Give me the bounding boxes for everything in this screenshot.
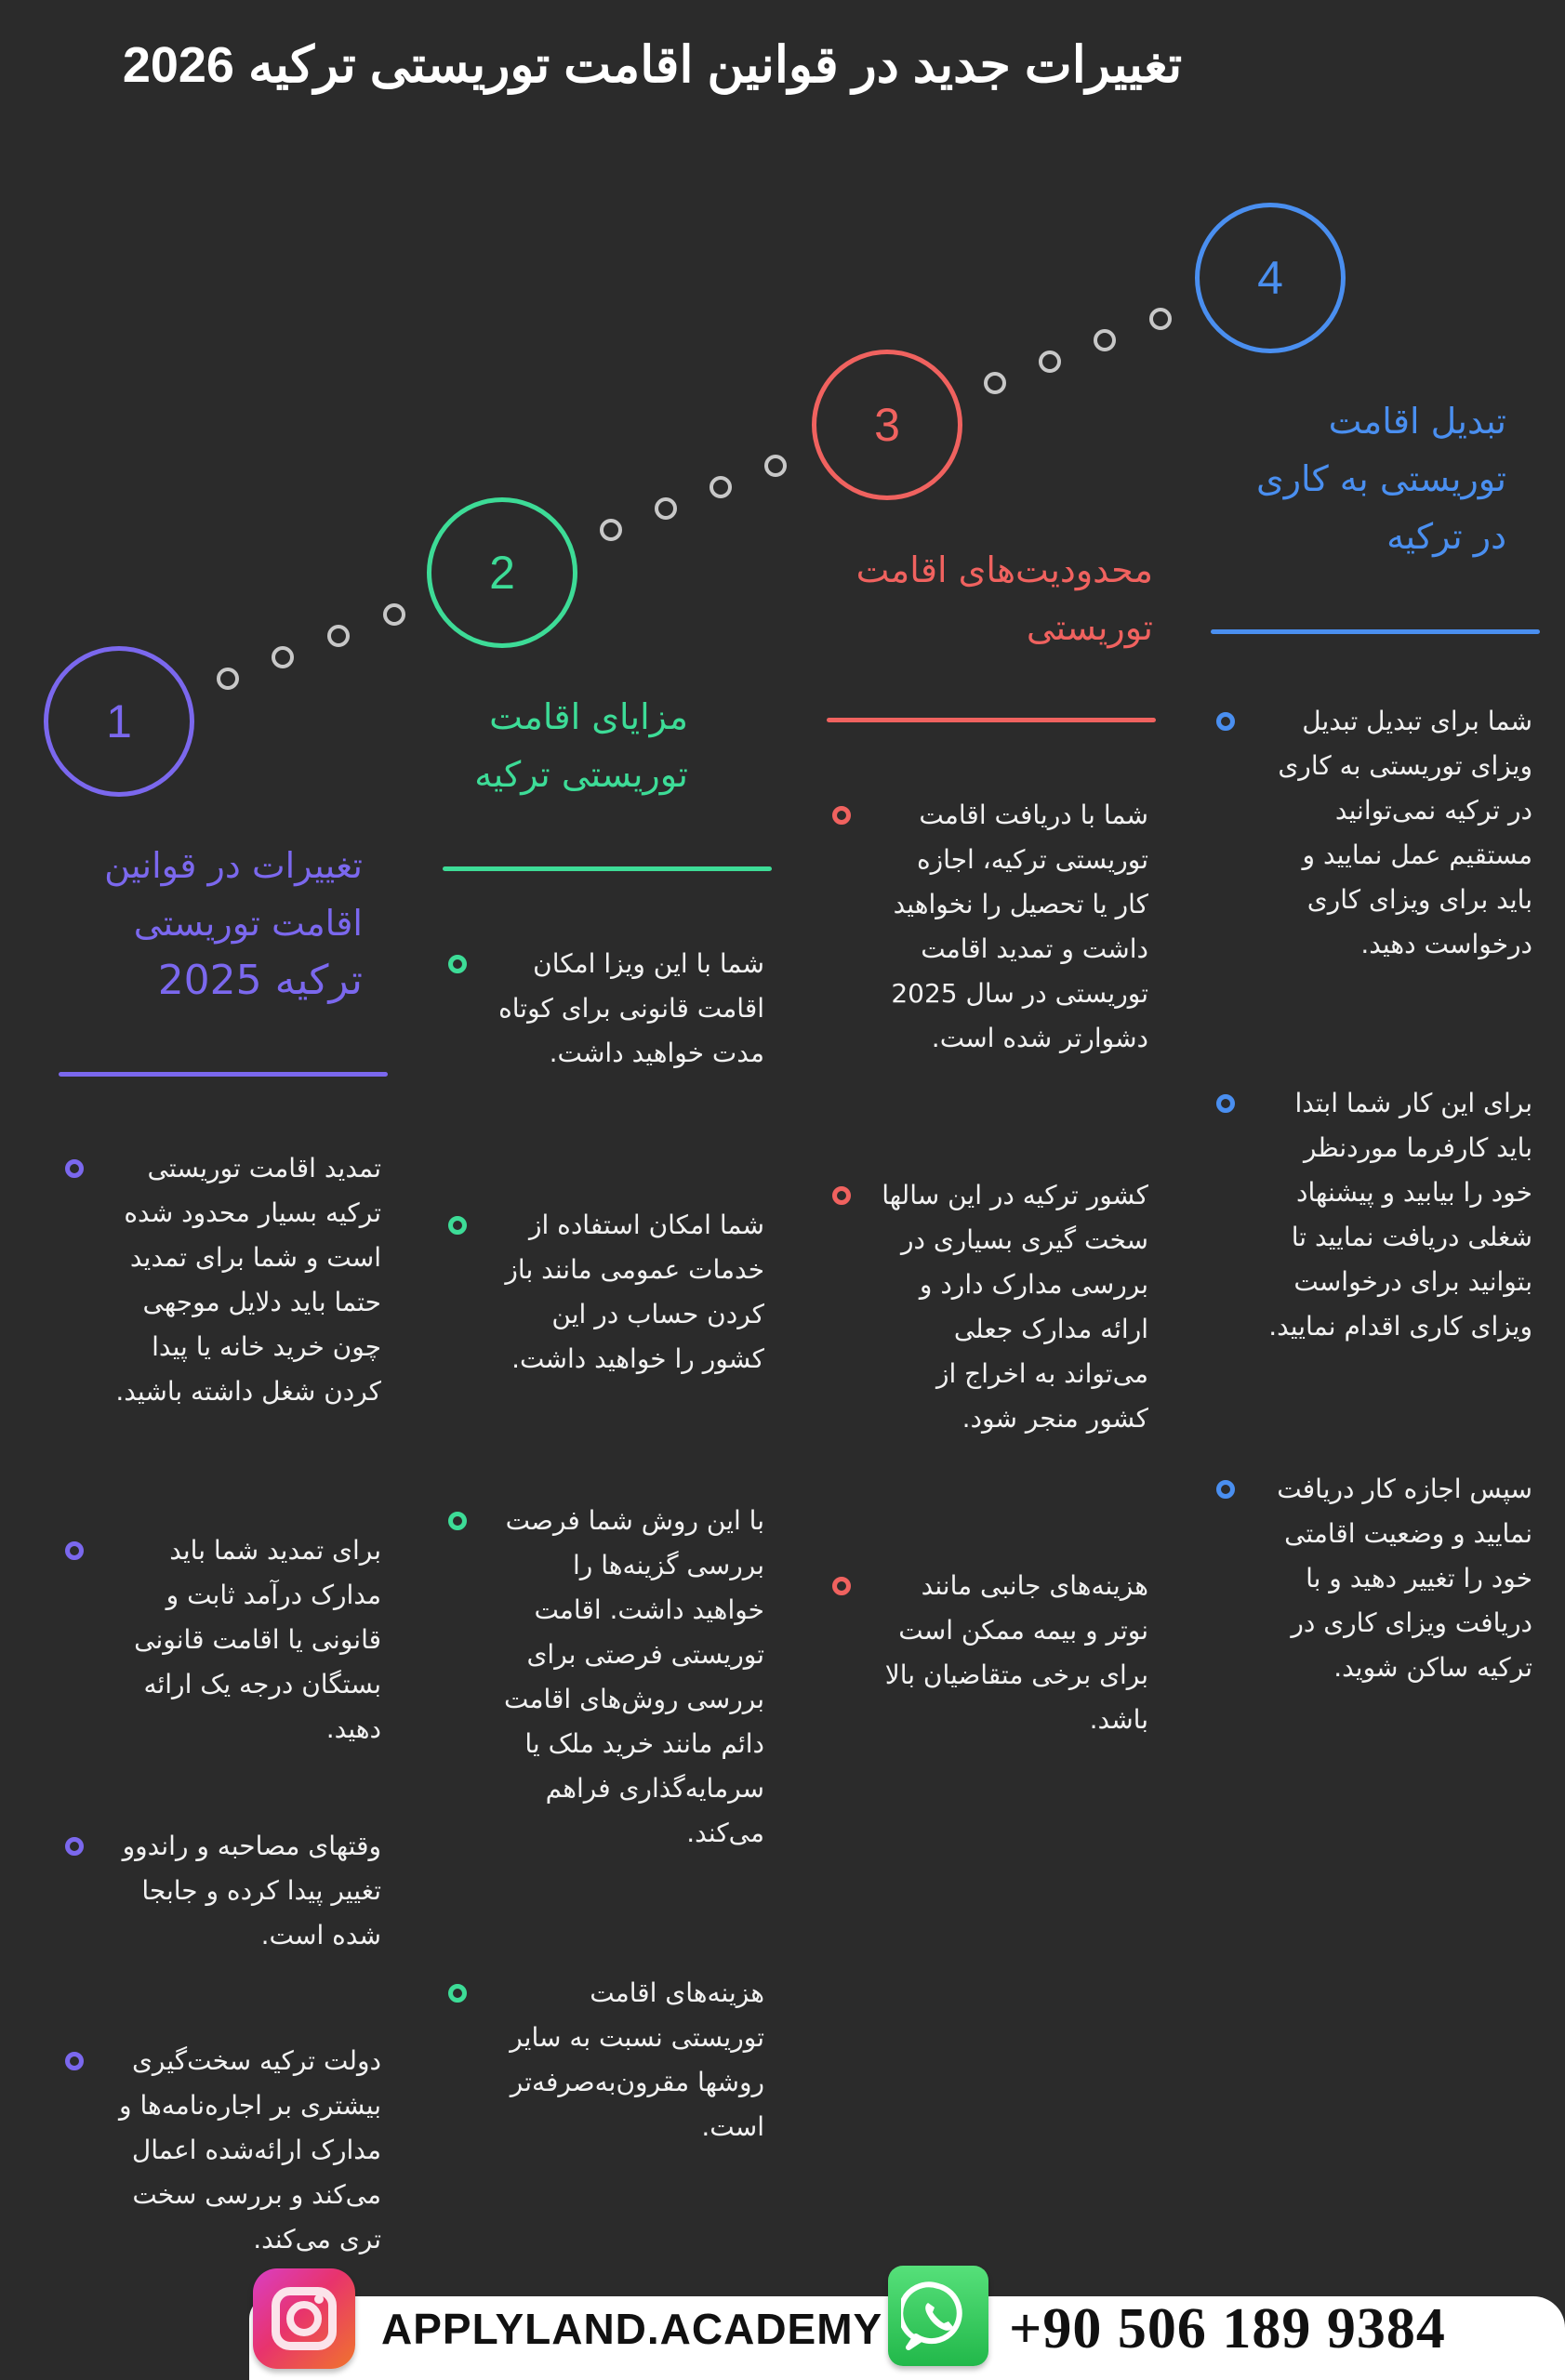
heading-line: محدودیت‌های اقامت [855,549,1153,590]
heading-line: اقامت توریستی [133,903,363,944]
step-number: 3 [874,399,900,451]
heading-line: تغییرات در قوانین [104,845,363,886]
heading-line: در ترکیه [1386,516,1506,557]
step-heading [1209,392,1506,565]
dot-icon [1094,329,1116,351]
list-item: شما با این ویزا امکان اقامت قانونی برای کوتاه مدت خواهید داشت. [448,942,764,1076]
bullet-ring-icon [448,1984,467,2003]
step-heading [446,688,688,803]
step-number-badge [1195,203,1346,353]
list-item: برای تمدید شما باید مدارک درآمد ثابت و قانونی یا اقامت قانونی بستگان درجه یک ارائه دهید. [65,1528,381,1752]
dot-icon [1149,308,1172,330]
list-item: شما با دریافت اقامت توریستی ترکیه، اجازه کار یا تحصیل را نخواهید داشت و تمدید اقامت توریستی در سال 2025 دشوارتر شده است. [832,793,1148,1061]
instagram-handle-link[interactable]: APPLYLAND.ACADEMY [381,2305,883,2353]
list-item: هزینه‌های اقامت توریستی نسبت به سایر روشها مقرون‌به‌صرفه‌تر است. [448,1971,764,2149]
dot-icon [383,603,405,626]
dot-icon [984,372,1006,394]
bullet-ring-icon [448,1512,467,1530]
list-item: کشور ترکیه در این سالها سخت گیری بسیاری در بررسی مدارک دارد و ارائه مدارک جعلی می‌تواند به اخراج از کشور منجر شود. [832,1173,1148,1441]
dot-icon [327,625,350,647]
bullet-ring-icon [832,806,851,825]
page-title: تغییرات جدید در قوانین اقامت توریستی ترکیه 2026 [122,37,1183,93]
step-number-badge [812,350,962,500]
bullet-ring-icon [65,1159,84,1178]
step-number: 2 [489,547,515,599]
list-item: سپس اجازه کار دریافت نمایید و وضعیت اقامتی خود را تغییر دهید و با دریافت ویزای کاری در ترکیه ساکن شوید. [1216,1467,1532,1690]
heading-line: توریستی ترکیه [474,754,688,795]
divider [443,866,772,871]
step-heading [56,837,363,1010]
step-number: 4 [1257,252,1283,304]
dot-icon [655,497,677,520]
bullet-ring-icon [65,1837,84,1856]
dot-icon [764,455,787,477]
step-number-badge [44,646,194,797]
divider [827,718,1156,722]
list-item: با این روش شما فرصت بررسی گزینه‌ها را خواهید داشت. اقامت توریستی فرصتی برای بررسی روش‌های اقامت دائم مانند خرید ملک یا سرمایه‌گذاری فراهم می‌کند. [448,1499,764,1856]
dot-icon [217,668,239,690]
bullet-ring-icon [1216,1094,1235,1113]
bullet-ring-icon [65,2052,84,2070]
bullet-ring-icon [448,955,467,973]
bullet-ring-icon [448,1216,467,1235]
heading-line: مزایای اقامت [489,696,688,737]
bullet-ring-icon [832,1186,851,1205]
step-number-badge [427,497,577,648]
dot-icon [710,476,732,498]
list-item: وقتهای مصاحبه و راندوو تغییر پیدا کرده و جابجا شده است. [65,1824,381,1958]
dot-icon [272,646,294,668]
list-item: شما برای تبدیل تبدیل ویزای توریستی به کاری در ترکیه نمی‌توانید مستقیم عمل نمایید و باید برای ویزای کاری درخواست دهید. [1216,699,1532,967]
heading-line: توریستی به کاری [1255,458,1506,499]
bullet-ring-icon [832,1577,851,1595]
bullet-ring-icon [1216,1480,1235,1499]
list-item: تمدید اقامت توریستی ترکیه بسیار محدود شده است و شما برای تمدید حتما باید دلایل موجهی چون خرید خانه یا پیدا کردن شغل داشته باشید. [65,1146,381,1414]
bullet-ring-icon [1216,712,1235,731]
heading-line: توریستی [1026,607,1153,648]
divider [1211,629,1540,634]
step-heading [828,541,1153,656]
list-item: هزینه‌های جانبی مانند نوتر و بیمه ممکن است برای برخی متقاضیان بالا باشد. [832,1564,1148,1742]
whatsapp-icon[interactable] [888,2266,988,2366]
step-number: 1 [106,695,132,747]
heading-line: ترکیه 2025 [157,957,363,1004]
heading-line: تبدیل اقامت [1328,401,1506,442]
dot-icon [1039,350,1061,373]
bullet-ring-icon [65,1541,84,1560]
divider [59,1072,388,1077]
instagram-icon[interactable] [253,2268,355,2369]
dot-icon [600,519,622,541]
list-item: برای این کار شما ابتدا باید کارفرما موردنظر خود را بیابید و پیشنهاد شغلی دریافت نمایید تا بتوانید برای درخواست ویزای کاری اقدام نمایید. [1216,1081,1532,1349]
list-item: شما امکان استفاده از خدمات عمومی مانند باز کردن حساب در این کشور را خواهید داشت. [448,1203,764,1382]
list-item: دولت ترکیه سخت‌گیری بیشتری بر اجاره‌نامه‌ها و مدارک ارائه‌شده اعمال می‌کند و بررسی سخت تری می‌کند. [65,2039,381,2262]
phone-number-link[interactable]: +90 506 189 9384 [1009,2297,1446,2360]
